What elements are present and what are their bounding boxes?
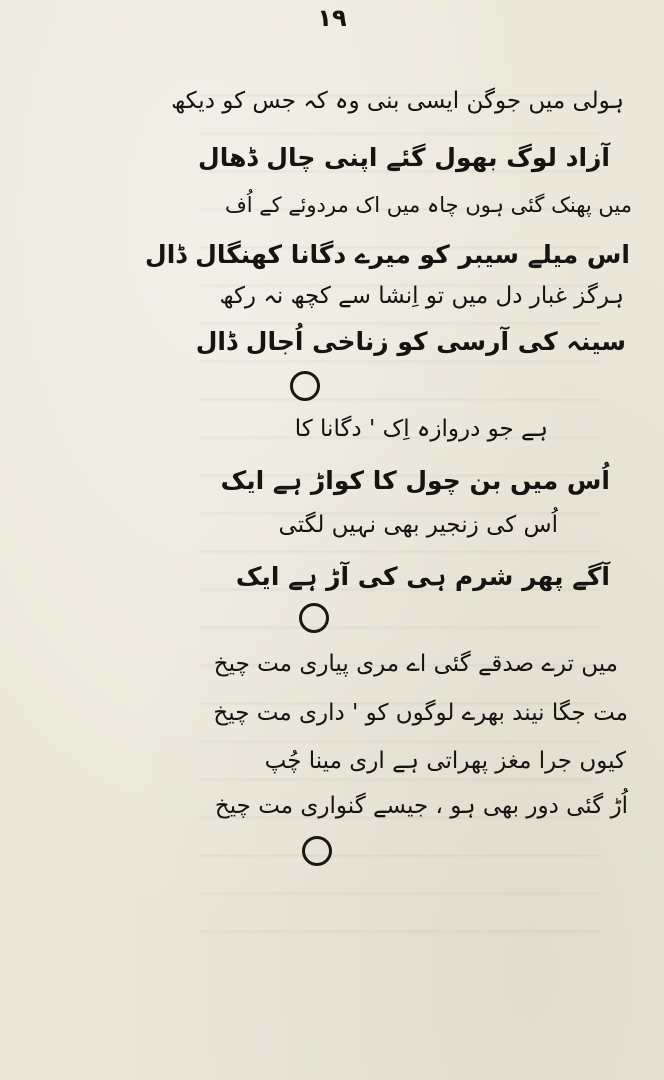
stanza-3-line-2: مت جگا نیند بھرے لوگوں کو ' داری مت چیخ: [213, 700, 628, 726]
stanza-1-line-6: سینہ کی آرسی کو زناخی اُجال ڈال: [195, 327, 626, 356]
stanza-3-line-1: میں ترے صدقے گئی اے مری پیاری مت چیخ: [213, 651, 618, 677]
stanza-separator-2: [299, 603, 329, 633]
stanza-1-line-5: ہرگز غبار دل میں تو اِنشا سے کچھ نہ رکھ: [219, 283, 624, 309]
stanza-separator-1: [290, 371, 320, 401]
stanza-2-line-3: اُس کی زنجیر بھی نہیں لگتی: [278, 512, 558, 538]
stanza-2-line-1: ہے جو دروازہ اِک ' دگانا کا: [294, 416, 548, 442]
stanza-1-line-4: اس میلے سیبر کو میرے دگانا کھنگال ڈال: [145, 240, 630, 269]
stanza-1-line-3: میں پھنک گئی ہوں چاہ میں اک مردوئے کے اُف: [225, 193, 632, 217]
stanza-3-line-3: کیوں جرا مغز پھراتی ہے اری مینا چُپ: [264, 748, 626, 774]
stanza-1-line-1: ہولی میں جوگن ایسی بنی وہ کہ جس کو دیکھ: [171, 88, 624, 114]
stanza-separator-3: [302, 836, 332, 866]
stanza-1-line-2: آزاد لوگ بھول گئے اپنی چال ڈھال: [198, 143, 610, 172]
stanza-2-line-4: آگے پھر شرم ہی کی آڑ ہے ایک: [235, 562, 610, 591]
stanza-2-line-2: اُس میں بن چول کا کواڑ ہے ایک: [220, 466, 610, 495]
stanza-3-line-4: اُڑ گئی دور بھی ہو ، جیسے گنواری مت چیخ: [214, 793, 628, 819]
page-number: ١٩: [317, 4, 347, 32]
